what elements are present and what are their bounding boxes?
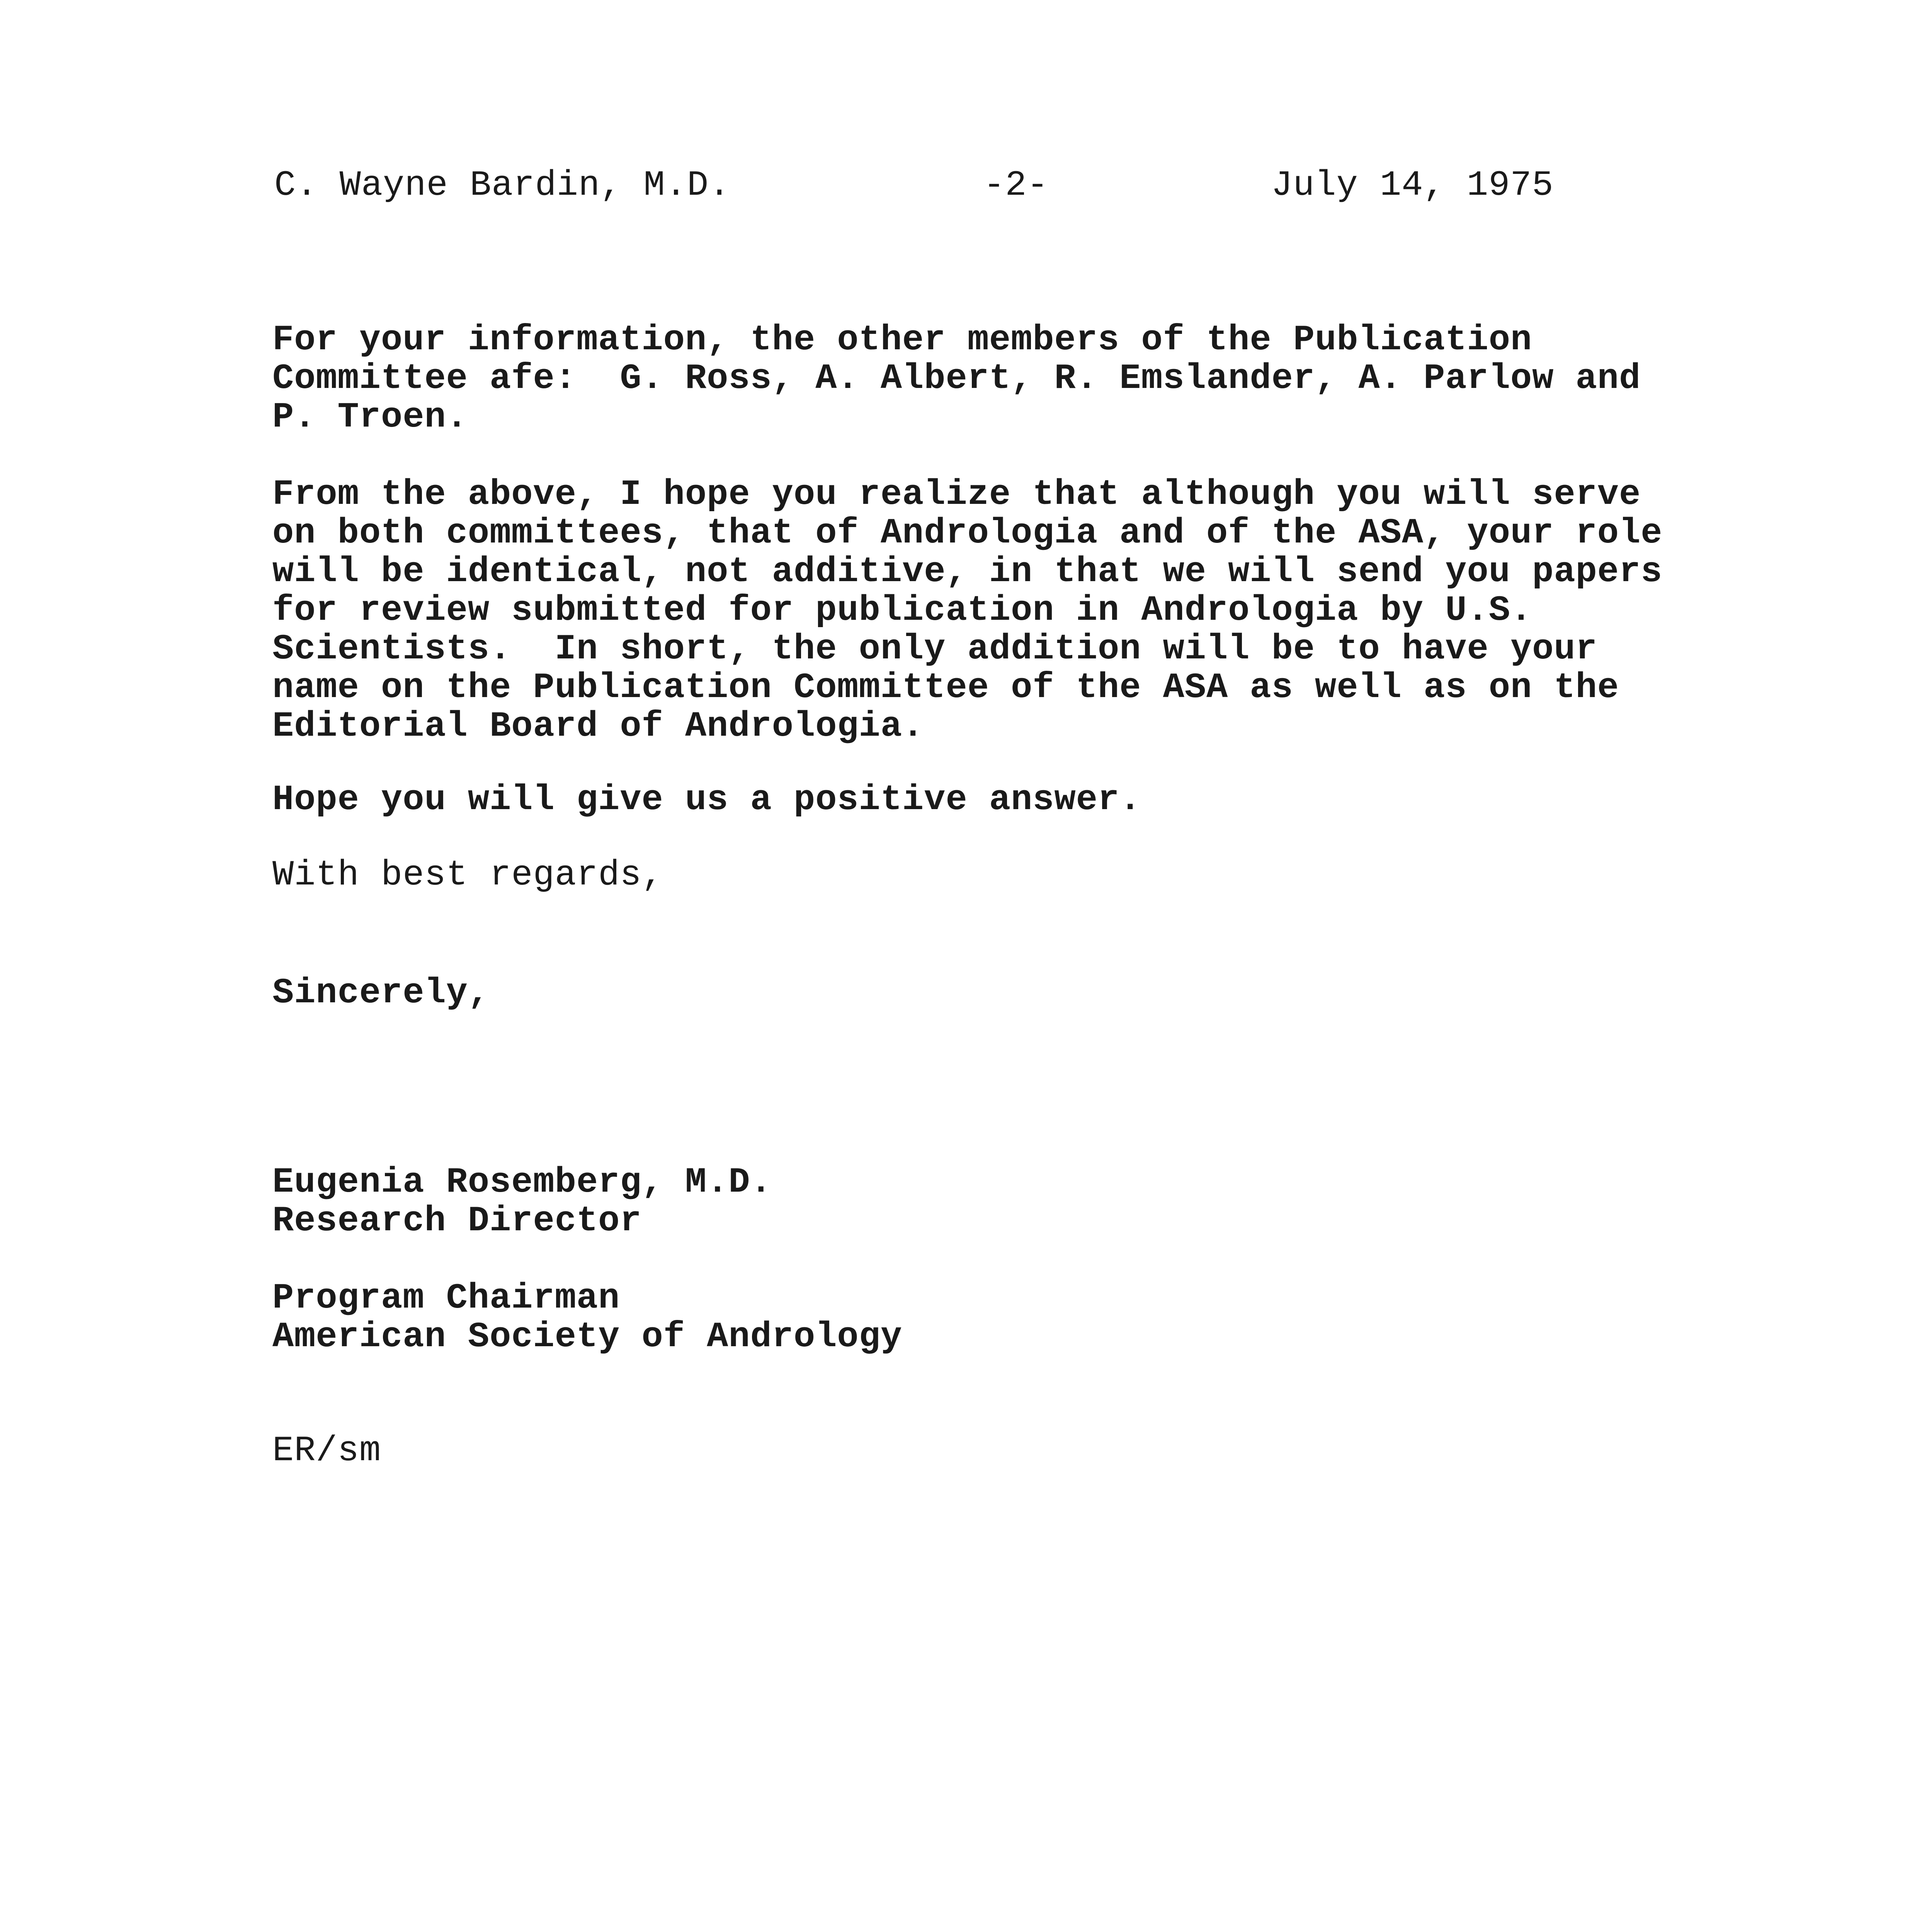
signature-roles: [272, 1279, 902, 1356]
typist-initials: [272, 1432, 381, 1470]
text-line: For your information, the other members of the Publication: [272, 320, 1533, 360]
signature-title: Research Director: [272, 1201, 642, 1241]
sign-off: [272, 974, 490, 1012]
text-line: Scientists. In short, the only addition will be to have your: [272, 629, 1597, 669]
text-line: name on the Publication Committee of the ASA as well as on the: [272, 667, 1619, 708]
letter-date: July 14, 1975: [1271, 165, 1554, 206]
signature-block: [272, 1163, 772, 1240]
text-line: From the above, I hope you realize that although you will serve: [272, 474, 1641, 515]
regards-line: [272, 856, 663, 895]
paragraph-committee-role: [272, 475, 1662, 746]
text-line: Hope you will give us a positive answer.: [272, 779, 1141, 820]
signature-organization: American Society of Andrology: [272, 1316, 903, 1357]
text-line: for review submitted for publication in Andrologia by U.S.: [272, 590, 1533, 631]
text-line: With best regards,: [272, 855, 663, 895]
page-number: -2-: [983, 165, 1049, 206]
paragraph-committee-members: [272, 321, 1641, 437]
text-line: Committee afe: G. Ross, A. Albert, R. Emslander, A. Parlow and: [272, 358, 1641, 399]
signature-role: Program Chairman: [272, 1278, 620, 1318]
text-line: ER/sm: [272, 1430, 381, 1471]
closing-line: [272, 781, 1141, 819]
signature-name: Eugenia Rosemberg, M.D.: [272, 1162, 772, 1202]
text-line: Sincerely,: [272, 973, 490, 1013]
header-recipient: C. Wayne Bardin, M.D.: [274, 165, 731, 206]
text-line: P. Troen.: [272, 397, 468, 437]
text-line: will be identical, not additive, in that we will send you papers: [272, 551, 1663, 592]
text-line: on both committees, that of Andrologia and of the ASA, your role: [272, 513, 1663, 553]
text-line: Editorial Board of Andrologia.: [272, 706, 924, 747]
